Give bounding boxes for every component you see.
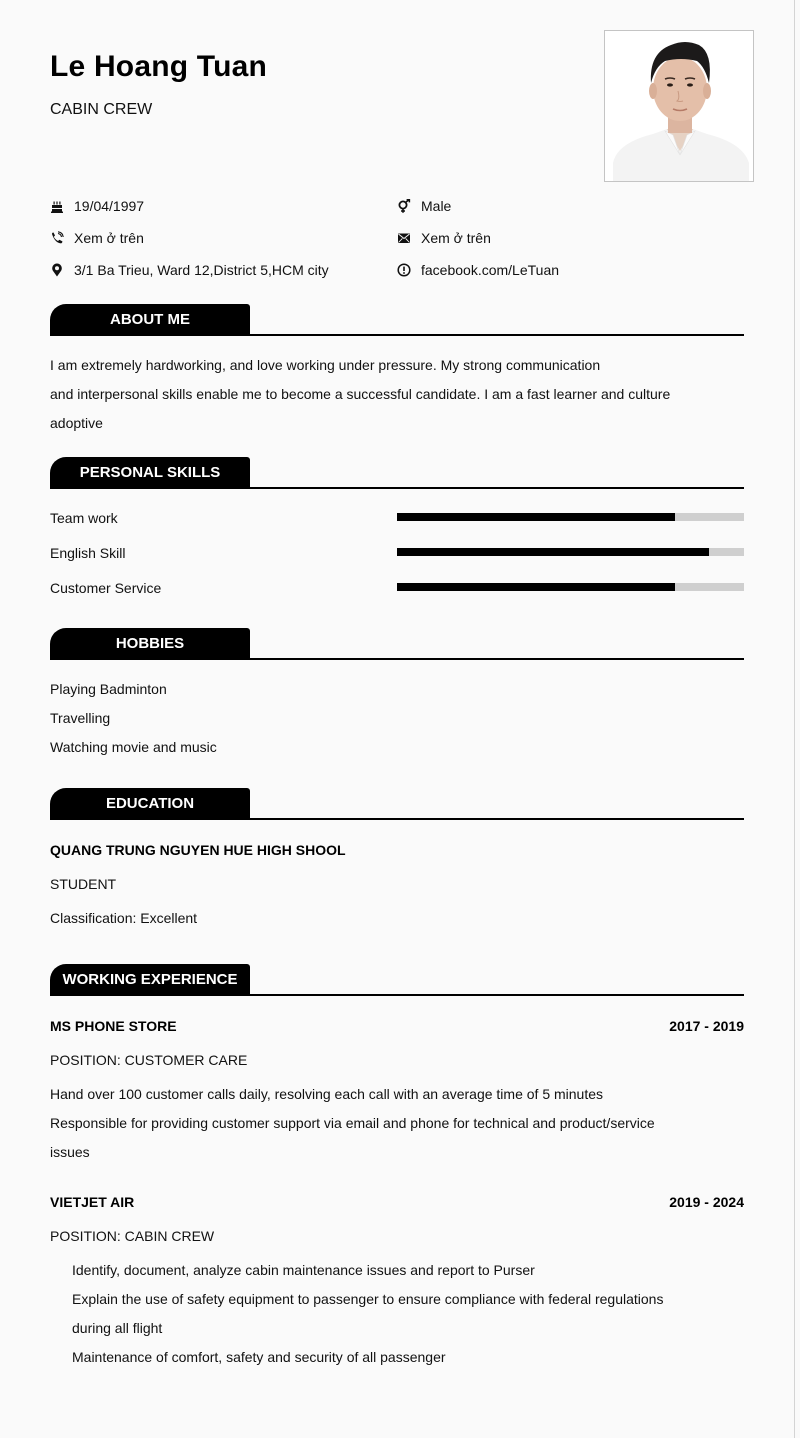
birthday-cake-icon	[50, 199, 64, 213]
job-period: 2017 - 2019	[669, 1018, 744, 1034]
skill-bar	[397, 513, 744, 521]
job-duty: Responsible for providing customer support via email and phone for technical and product/service	[50, 1115, 655, 1131]
school-name: QUANG TRUNG NGUYEN HUE HIGH SHOOL	[50, 842, 346, 858]
skill-bar-fill	[397, 513, 675, 521]
hobby-item: Travelling	[50, 710, 111, 726]
job-company: VIETJET AIR	[50, 1194, 135, 1210]
section-header-hobbies	[50, 628, 744, 660]
section-title-skills: PERSONAL SKILLS	[50, 457, 250, 489]
phone-value: Xem ở trên	[74, 230, 144, 246]
hobby-item: Playing Badminton	[50, 681, 167, 697]
section-header-education	[50, 788, 744, 820]
section-title-experience: WORKING EXPERIENCE	[50, 964, 250, 996]
section-title-about: ABOUT ME	[50, 304, 250, 336]
skill-bar-fill	[397, 583, 675, 591]
address-value: 3/1 Ba Trieu, Ward 12,District 5,HCM city	[74, 262, 329, 278]
job-position: POSITION: CUSTOMER CARE	[50, 1052, 248, 1068]
contact-gender	[397, 196, 451, 216]
job-period: 2019 - 2024	[669, 1194, 744, 1210]
contact-phone	[50, 228, 144, 248]
skill-name: English Skill	[50, 545, 126, 561]
email-value: Xem ở trên	[421, 230, 491, 246]
contact-website	[397, 260, 559, 280]
phone-icon	[50, 231, 64, 245]
info-circle-icon	[397, 263, 411, 277]
job-title: CABIN CREW	[50, 101, 153, 118]
about-line: and interpersonal skills enable me to become a successful candidate. I am a fast learner and culture	[50, 386, 671, 402]
skill-name: Team work	[50, 510, 118, 526]
section-title-hobbies: HOBBIES	[50, 628, 250, 660]
contact-address	[50, 260, 329, 280]
job-position: POSITION: CABIN CREW	[50, 1228, 215, 1244]
section-header-skills	[50, 457, 744, 489]
job-company: MS PHONE STORE	[50, 1018, 177, 1034]
section-header-experience	[50, 964, 744, 996]
education-role: STUDENT	[50, 876, 117, 892]
section-header-about	[50, 304, 744, 336]
about-line: adoptive	[50, 415, 103, 431]
job-duty: issues	[50, 1144, 90, 1160]
education-classification: Classification: Excellent	[50, 910, 198, 926]
job-duty: during all flight	[72, 1320, 163, 1336]
skill-bar	[397, 548, 744, 556]
contact-email	[397, 228, 491, 248]
portrait-image	[605, 31, 754, 182]
job-duty: Identify, document, analyze cabin maintenance issues and report to Purser	[72, 1262, 535, 1278]
job-duty: Explain the use of safety equipment to passenger to ensure compliance with federal regulations	[72, 1291, 664, 1307]
job-duty: Hand over 100 customer calls daily, resolving each call with an average time of 5 minutes	[50, 1086, 604, 1102]
profile-photo	[604, 30, 754, 182]
map-marker-icon	[50, 263, 64, 277]
candidate-name: Le Hoang Tuan	[50, 50, 268, 83]
skill-name: Customer Service	[50, 580, 162, 596]
job-duty: Maintenance of comfort, safety and security of all passenger	[72, 1349, 446, 1365]
contact-birthday	[50, 196, 144, 216]
skill-bar-fill	[397, 548, 709, 556]
skill-bar	[397, 583, 744, 591]
birthday-value: 19/04/1997	[74, 198, 145, 214]
about-line: I am extremely hardworking, and love working under pressure. My strong communication	[50, 357, 601, 373]
website-link[interactable]: facebook.com/LeTuan	[421, 262, 560, 278]
page-edge-divider	[794, 0, 795, 1438]
envelope-icon	[397, 231, 411, 245]
hobby-item: Watching movie and music	[50, 739, 217, 755]
gender-value: Male	[421, 198, 452, 214]
gender-icon	[397, 199, 411, 213]
section-title-education: EDUCATION	[50, 788, 250, 820]
